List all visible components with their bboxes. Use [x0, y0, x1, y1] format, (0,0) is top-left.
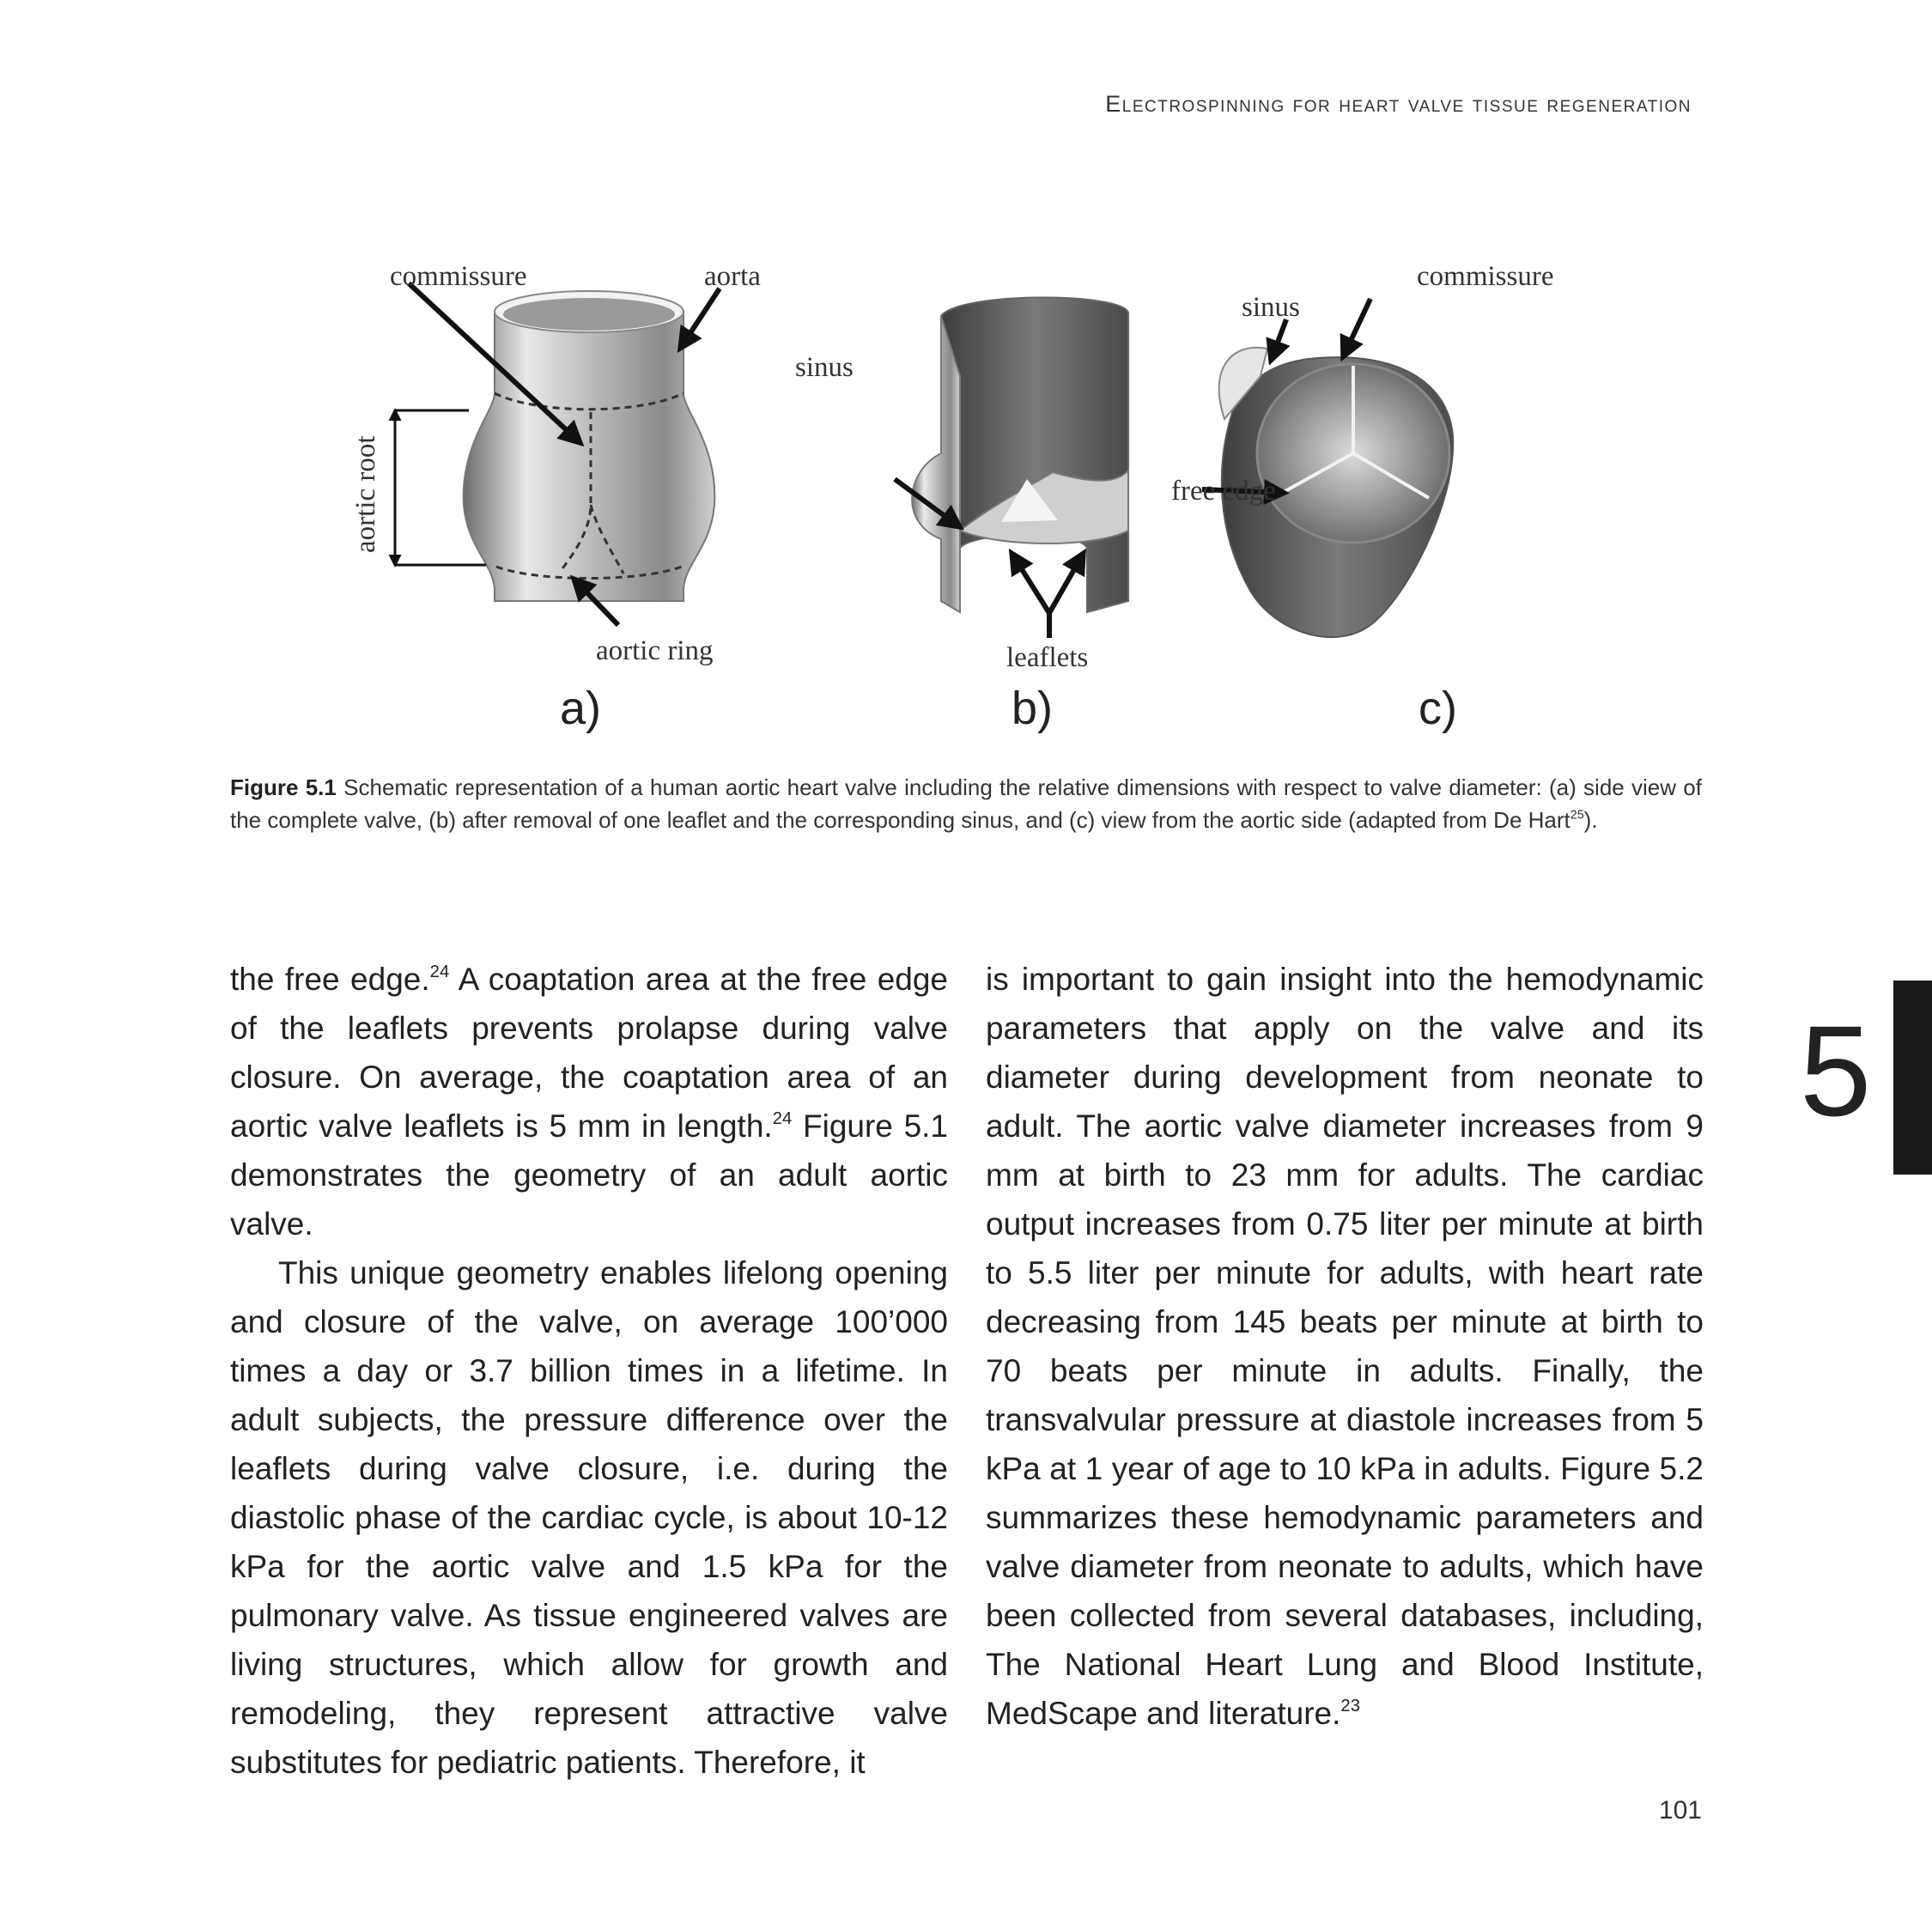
text-run: is important to gain insight into the hemodynamic parameters that apply on the valve and its diameter during development from neonate to adult. The aortic valve diameter increases from 9 mm at birth to 23 mm for adults. The cardiac output increases from 0.75 liter per minute at birth to 5.5 liter per minute for adults, with heart rate decreasing from 145 beats per minute at birth to 70 beats per minute in adults. Finally, the transvalvular pressure at diastole increases from 5 kPa at 1 year of age to 10 kPa in adults. Figure 5.2 summarizes these hemodynamic parameters and valve diameter from neonate to adults, which have been collected from several databases, including, The National Heart Lung and Blood Institute, MedScape and literature.	[986, 962, 1704, 1731]
chapter-number: 5	[1800, 999, 1872, 1143]
paragraph	[230, 955, 948, 1248]
panel-label-b: b)	[1012, 683, 1054, 734]
body-column-left	[230, 955, 948, 1787]
chapter-tab	[1893, 981, 1932, 1175]
label-c-free-edge: free edge	[1171, 476, 1276, 507]
reference-marker: 23	[1340, 1696, 1361, 1715]
reference-marker: 24	[772, 1108, 793, 1128]
label-a-aortic-ring: aortic ring	[596, 635, 714, 666]
paragraph: This unique geometry enables lifelong opening and closure of the valve, on average 100’000 times a day or 3.7 billion times in a lifetime. In adult subjects, the pressure difference over the leaflets during valve closure, i.e. during the diastolic phase of the cardiac cycle, is about 10-12 kPa for the aortic valve and 1.5 kPa for the pulmonary valve. As tissue engineered valves are living structures, which allow for growth and remodeling, they represent attractive valve substitutes for pediatric patients. Therefore, it	[230, 1255, 948, 1780]
reference-marker: 24	[429, 962, 450, 981]
running-header: Electrospinning for heart valve tissue regeneration	[1105, 91, 1692, 117]
valve-schematic	[340, 247, 1601, 737]
caption-label: Figure 5.1	[230, 774, 337, 800]
paragraph	[986, 955, 1704, 1738]
label-b-leaflets: leaflets	[1006, 642, 1089, 673]
figure-5-1	[340, 247, 1601, 737]
label-c-sinus: sinus	[1242, 292, 1300, 323]
figure-caption	[230, 771, 1702, 836]
panel-a-drawing	[395, 283, 720, 625]
panel-c-drawing	[1202, 299, 1453, 637]
caption-text: Schematic representation of a human aortic heart valve including the relative dimensions with respect to valve diameter: (a) side view of the complete valve, (b) after removal of one leaflet and the corresponding sinus, and (c) view from the aortic side (adapted from De Hart	[230, 774, 1702, 833]
label-c-commissure: commissure	[1417, 261, 1554, 292]
panel-b-drawing	[895, 297, 1128, 638]
page-number: 101	[1658, 1796, 1702, 1825]
caption-ref: 25	[1570, 808, 1584, 823]
text-run: the free edge.	[230, 962, 430, 997]
label-a-aortic-root: aortic root	[350, 435, 381, 553]
panel-label-a: a)	[560, 683, 602, 734]
caption-tail: ).	[1583, 807, 1598, 833]
text-run: Figure 5.1 demonstrates the geometry of an adult aortic valve.	[230, 1108, 949, 1242]
text-run: A coaptation area at the free edge of the leaflets prevents prolapse during valve closure. On average, the coaptation area of an aortic valve leaflets is 5 mm in length.	[230, 962, 949, 1144]
body-column-right	[986, 955, 1704, 1738]
label-b-sinus: sinus	[795, 352, 854, 383]
label-a-aorta: aorta	[704, 261, 761, 292]
label-a-commissure: commissure	[390, 261, 527, 292]
panel-label-c: c)	[1419, 683, 1457, 734]
